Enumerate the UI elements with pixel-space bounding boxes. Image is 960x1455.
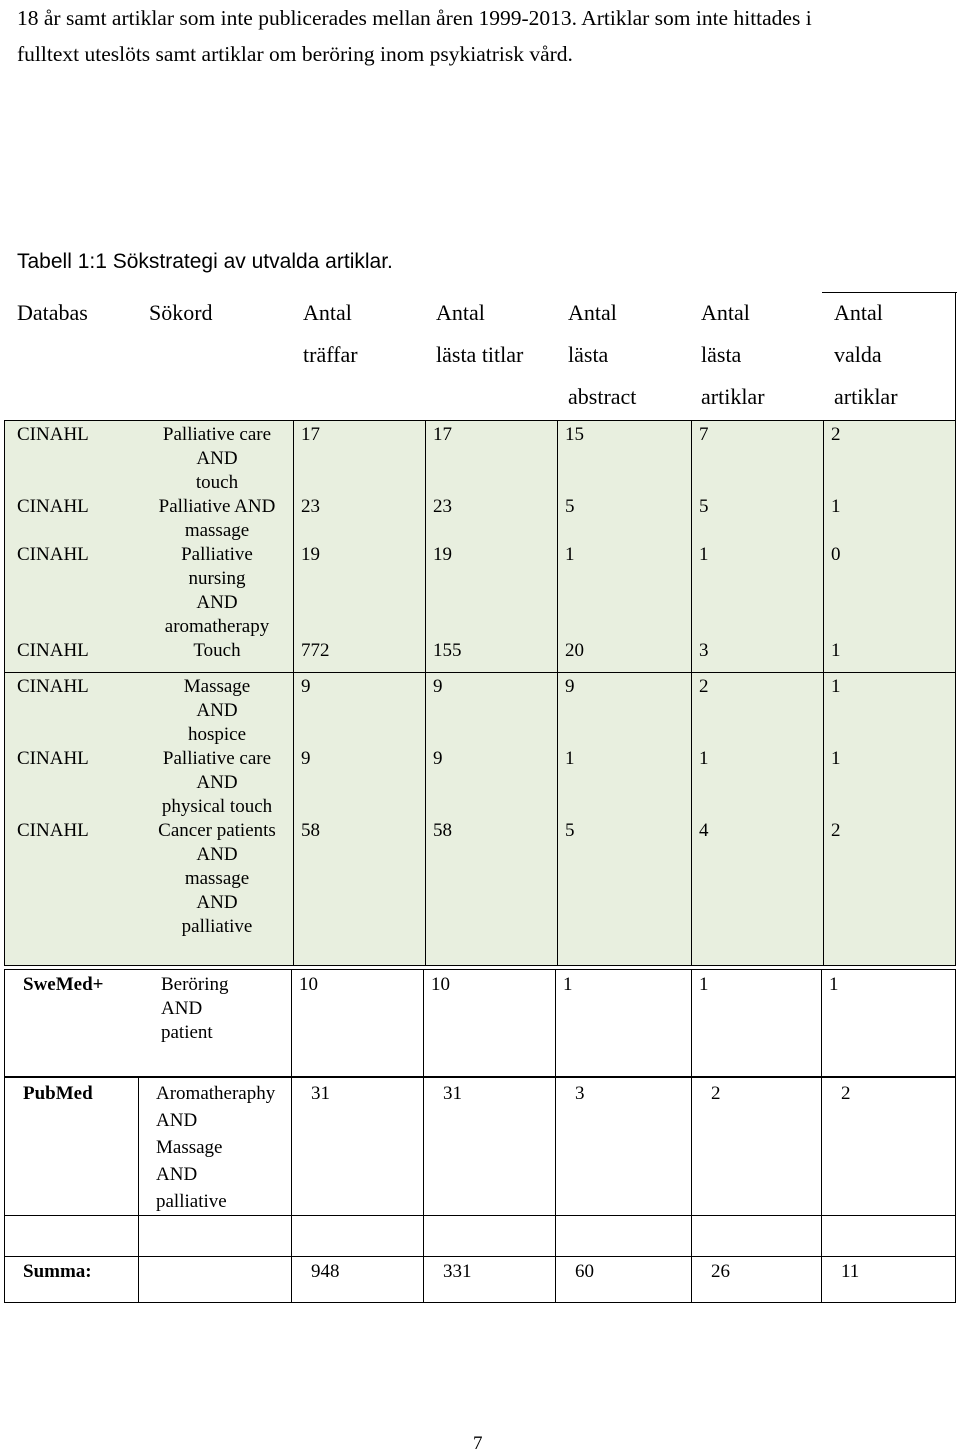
intro-paragraph [17, 0, 947, 72]
header-antal-traffar: Antal träffar [303, 300, 358, 367]
cinahl-section: CINAHL Palliative care AND touch 17 17 15 7 2 CINAHL Palliative AND massage 23 23 5 5 1 CINAHL Palliative nursing AND aromatherapy 19 19 1 1 0 CINAHL Touch 772 155 20 3 1 CINAHL Massage AND hospice 9 9 9 2 1 CINAHL Palliative care AND physical touch 9 9 1 1 1 CINAHL Cancer patients AND massage AND palliative 58 58 5 4 2 [4, 420, 956, 966]
header-sokord: Sökord [149, 300, 213, 325]
header-antal-lasta-abstract: Antal lästa abstract [568, 300, 637, 409]
header-antal-lasta-artiklar: Antal lästa artiklar [701, 300, 765, 409]
swemed-section: SweMed+ Beröring AND patient 10 10 1 1 1 [4, 969, 956, 1077]
table-caption: Tabell 1:1 Sökstrategi av utvalda artiklar. [17, 250, 393, 273]
intro-line-1: 18 år samt artiklar som inte publicerades mellan åren 1999-2013. Artiklar som inte hittades i [17, 6, 812, 30]
pubmed-section: PubMed Aromatheraphy AND Massage AND palliative 31 31 3 2 2 Summa: 948 331 60 26 11 [4, 1077, 956, 1303]
page-number: 7 [473, 1433, 483, 1454]
table-header [0, 292, 960, 420]
header-antal-lasta-titlar: Antal lästa titlar [436, 300, 524, 367]
header-databas: Databas [17, 300, 88, 325]
intro-line-2: fulltext uteslöts samt artiklar om beröring inom psykiatrisk vård. [17, 42, 573, 66]
header-antal-valda-artiklar: Antal valda artiklar [834, 300, 898, 409]
